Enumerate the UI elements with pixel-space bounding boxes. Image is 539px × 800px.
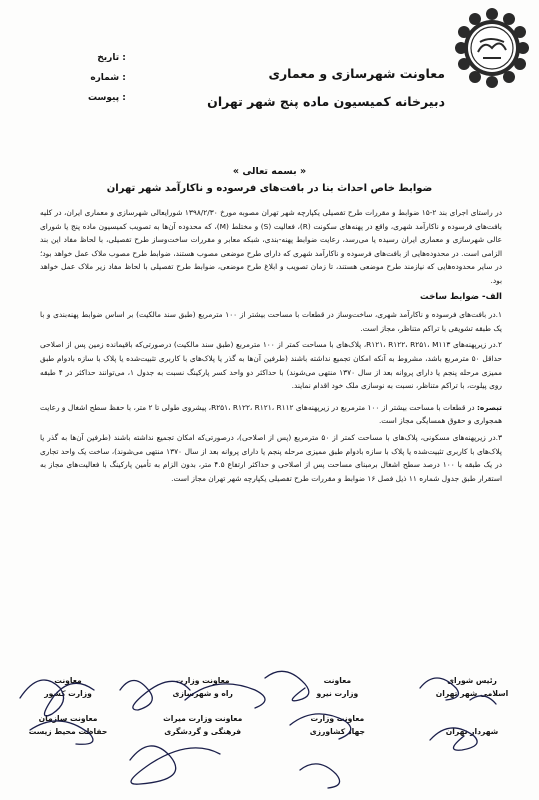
header-line2: دبیرخانه کمیسیون ماده پنج شهر تهران xyxy=(207,94,445,109)
signature-block xyxy=(289,712,385,738)
signature-row-2 xyxy=(20,712,520,738)
signature-block xyxy=(155,712,251,738)
signature-title: معاونت وزارت میراث xyxy=(163,714,243,723)
note-text: در قطعات با مساحت بیشتر از ۱۰۰ مترمربع در زیرپهنه‌های R۲۵۱، R۱۲۲، R۱۲۱، R۱۱۲، پیشروی طولی تا ۲ متر، با حفظ سطح اشغال و رعایت همجواری و حقوق همسایگی مجاز است. xyxy=(40,402,502,426)
signature-title: معاونت وزارت xyxy=(310,714,365,723)
signature-org: فرهنگی و گردشگری xyxy=(164,727,242,736)
intro-paragraph: در راستای اجرای بند ۲-۱۵ ضوابط و مقررات طرح تفصیلی یکپارچه شهر تهران مصوبه مورخ ۱۳۹۸/۲/۳۰ شورایعالی شهرسازی و معماری ایران، در کلیه بافت‌های فرسوده و ناکارآمد شهری، واقع در پهنه‌های سکونت (R)، فعالیت (S) و مختلط (M)، که محدوده آن‌ها به تصویب کمیسیون ماده پنج یا شورای عالی شهرسازی و معماری ایران رسیده یا می‌رسد، رعایت ضوابط پهنه-بندی، شبکه معابر و مقررات ساخت‌وساز طرح تفصیلی، با لحاظ مفاد این بند الزامی است. در محدوده‌هایی از بافت‌های فرسوده و ناکارآمد شهری که دارای طرح موضعی مصوب هستند، ضوابط طرح مصوب ملاک عمل خواهد بود؛ در سایر محدوده‌هایی که نیازمند طرح موضعی هستند، تا زمان تصویب و ابلاغ طرح موضعی، ضوابط طرح تفصیلی با لحاظ مفاد زیر ملاک عمل خواهد بود. xyxy=(40,208,503,285)
section-heading: الف- ضوابط ساخت xyxy=(420,291,502,302)
signature-title: معاونت xyxy=(54,676,82,685)
signature-block xyxy=(289,674,385,700)
note-paragraph xyxy=(40,401,502,428)
signature-row-1 xyxy=(20,674,520,700)
signature-org: وزارت کشور xyxy=(44,689,92,698)
municipality-logo xyxy=(453,6,531,90)
signature-org: وزارت نیرو xyxy=(316,689,359,698)
bismillah: « بسمه تعالی » xyxy=(232,166,307,177)
signature-org: اسلامی شهر تهران xyxy=(435,689,509,698)
document-meta xyxy=(88,48,126,108)
date-label: : تاریخ xyxy=(97,53,126,63)
signature-org: حفاظت محیط زیست xyxy=(28,727,108,736)
note-label: تبصره: xyxy=(476,402,502,412)
clause-3: ۳.در زیرپهنه‌های مسکونی، پلاک‌های با مساحت کمتر از ۵۰ مترمربع (پس از اصلاحی)، درصورتی‌که امکان تجمیع نداشته باشند (طرفین آن‌ها به گذر یا پلاک‌های با کاربری تثبیت‌شده یا پلاک با سازه بادوام طبق ممیزی مرحله پنجم یا دارای پروانه بعد از سال ۱۳۷۰ منتهی می‌شوند)، ساخت یک واحد تجاری در یک طبقه با ۱۰۰ درصد سطح اشغال برمبنای مساحت پس از اصلاحی و حداکثر ارتفاع ۴.۵ متر، بدون الزام به تأمین پارکینگ با فعالیت‌های مجاز به استقرار طبق جدول شماره ۱۱ ذیل فصل ۱۶ ضوابط و مقررات طرح تفصیلی یکپارچه شهر تهران مجاز است. xyxy=(40,432,502,483)
document-title: ضوابط خاص احداث بنا در بافت‌های فرسوده و ناکارآمد شهر تهران xyxy=(106,183,433,194)
signature-block xyxy=(424,712,520,738)
signature-title: معاونت وزارت xyxy=(175,676,230,685)
signature-org: راه و شهرسازی xyxy=(172,689,233,698)
signature-title: رئیس شورای xyxy=(447,676,497,685)
clause-1: ۱.در بافت‌های فرسوده و ناکارآمد شهری، ساخت‌وساز در قطعات با مساحت بیشتر از ۱۰۰ مترمربع (طبق سند مالکیت) بر اساس ضوابط پهنه‌بندی و با یک طبقه تشویقی با تراکم متناظر، مجاز است. xyxy=(40,310,502,333)
signature-block xyxy=(155,674,251,700)
signature-title: معاونت xyxy=(323,676,352,685)
signature-block xyxy=(20,712,116,738)
number-label: : شماره xyxy=(90,73,126,83)
attachment-label: : پیوست xyxy=(88,93,126,103)
signature-org: جهاد کشاورزی xyxy=(309,727,365,736)
header-line1: معاونت شهرسازی و معماری xyxy=(268,66,445,81)
signature-org: شهردار تهران xyxy=(445,727,499,736)
signature-title: معاونت سازمان xyxy=(38,714,98,723)
document-body xyxy=(40,206,502,488)
signature-block xyxy=(20,674,116,700)
signature-block xyxy=(424,674,520,700)
clause-2: ۲.در زیرپهنه‌های R۱۲۱، R۱۲۲، R۲۵۱، M۱۱۳، پلاک‌های با مساحت کمتر از ۱۰۰ مترمربع (طبق سند مالکیت) درصورتی‌که باقیمانده زمین پس از اصلاحی حداقل ۵۰ مترمربع باشد، مشروط به آنکه امکان تجمیع نداشته باشند (طرفین آن‌ها به گذر یا پلاک‌های با کاربری تثبیت‌شده یا پلاک با سازه بادوام طبق ممیزی مرحله پنجم یا دارای پروانه بعد از سال ۱۳۷۰ منتهی می‌شوند) با حداکثر دو واحد کسر پارکینگ نسبت به جدول ۱، می‌توانند حداکثر در ۴ طبقه روی پیلوت، با تراکم متناظر، نسبت به نوسازی ملک خود اقدام نمایند. xyxy=(40,340,503,391)
